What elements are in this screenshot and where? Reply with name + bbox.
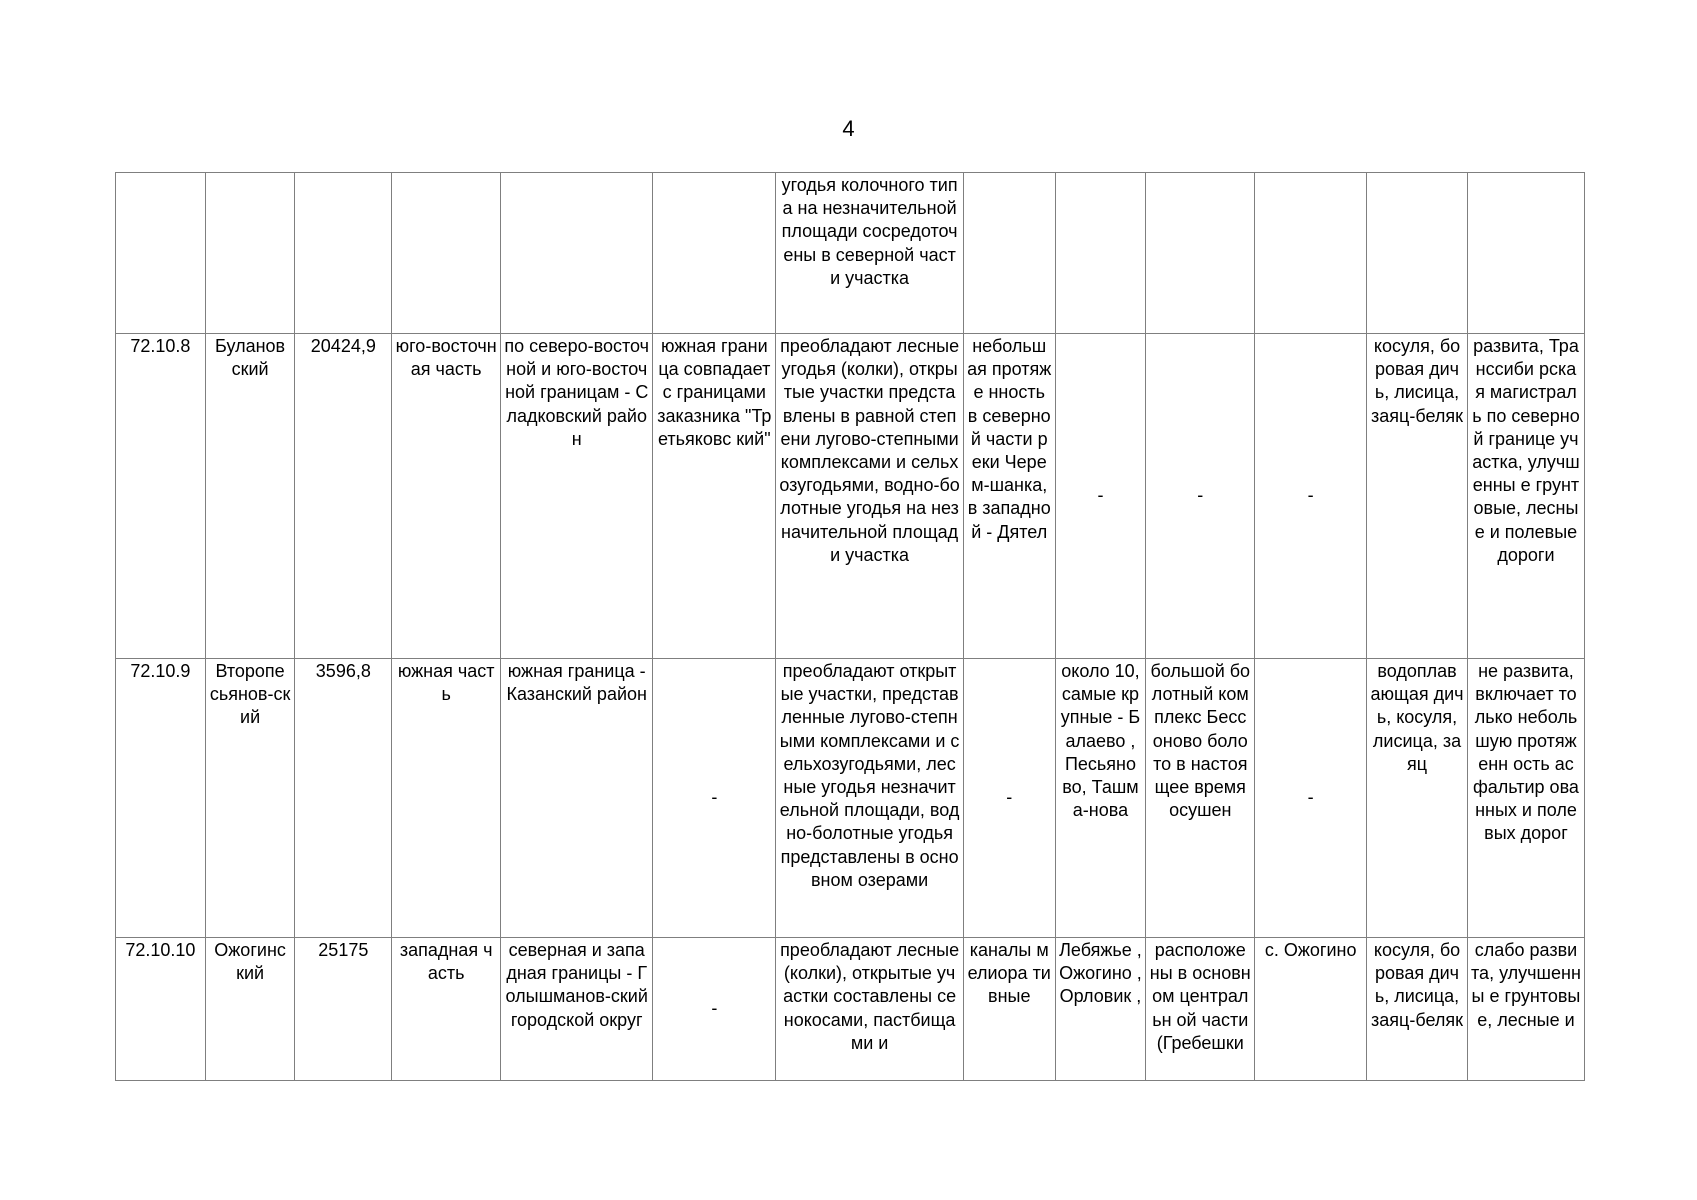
- cell-protected-areas: -: [653, 659, 776, 938]
- cell-protected-areas: [653, 173, 776, 334]
- cell-settlements: [1255, 173, 1367, 334]
- cell-land-types: преобладают открытые участки, представленные лугово-степными комплексами и сельхозугодьями, лесные угодья незначительной площади, водно-болотные угодья представлены в основном озерами: [776, 659, 964, 938]
- cell-lakes: Лебяжье , Ожогино , Орловик ,: [1055, 938, 1146, 1081]
- cell-roads: [1467, 173, 1584, 334]
- cell-location: южная часть: [392, 659, 501, 938]
- cell-area: 3596,8: [295, 659, 392, 938]
- cell-rivers: небольш ая протяже нность в северно й части реки Черем-шанка, в западно й - Дятел: [963, 334, 1055, 659]
- cell-code: 72.10.9: [116, 659, 206, 938]
- cell-swamps: расположе ны в основном центральн ой части (Гребешки: [1146, 938, 1255, 1081]
- cell-area: [295, 173, 392, 334]
- cell-lakes: -: [1055, 334, 1146, 659]
- cell-swamps: [1146, 173, 1255, 334]
- cell-roads: развита, Транссиби рская магистраль по северной границе участка, улучшенны е грунтовые, лесные и полевые дороги: [1467, 334, 1584, 659]
- cell-roads: не развита, включает только небольшую протяженн ость асфальтир ованных и полевых дорог: [1467, 659, 1584, 938]
- cell-swamps: -: [1146, 334, 1255, 659]
- cell-name: Второпе сьянов-ский: [205, 659, 295, 938]
- cell-game-species: водоплав ающая дичь, косуля, лисица, заяц: [1367, 659, 1468, 938]
- cell-lakes: [1055, 173, 1146, 334]
- cell-rivers: -: [963, 659, 1055, 938]
- table-row: [116, 334, 1585, 659]
- cell-game-species: косуля, боровая дичь, лисица, заяц-беляк: [1367, 938, 1468, 1081]
- cell-location: [392, 173, 501, 334]
- cell-name: Ожогинс кий: [205, 938, 295, 1081]
- cell-lakes: около 10, самые крупные - Балаево , Песьяно во, Ташма-нова: [1055, 659, 1146, 938]
- cell-protected-areas: южная граница совпадает с границами заказника "Третьяковс кий": [653, 334, 776, 659]
- cell-land-types: угодья колочного типа на незначительной площади сосредоточены в северной части участка: [776, 173, 964, 334]
- cell-borders: южная граница - Казанский район: [501, 659, 653, 938]
- cell-borders: северная и западная границы - Голышманов-ский городской округ: [501, 938, 653, 1081]
- cell-area: 20424,9: [295, 334, 392, 659]
- cell-code: 72.10.10: [116, 938, 206, 1081]
- cell-name: [205, 173, 295, 334]
- table-row: [116, 173, 1585, 334]
- page-number: 4: [842, 116, 855, 141]
- cell-land-types: преобладают лесные (колки), открытые участки составлены сенокосами, пастбищами и: [776, 938, 964, 1081]
- cell-location: юго-восточная часть: [392, 334, 501, 659]
- cell-area: 25175: [295, 938, 392, 1081]
- cell-game-species: косуля, боровая дичь, лисица, заяц-беляк: [1367, 334, 1468, 659]
- table-row: [116, 938, 1585, 1081]
- cell-land-types: преобладают лесные угодья (колки), открытые участки представлены в равной степени лугово-степными комплексами и сельхозугодьями, водно-болотные угодья на незначительной площади участка: [776, 334, 964, 659]
- cell-rivers: [963, 173, 1055, 334]
- cell-code: [116, 173, 206, 334]
- cell-settlements: -: [1255, 334, 1367, 659]
- cell-code: 72.10.8: [116, 334, 206, 659]
- cell-location: западная часть: [392, 938, 501, 1081]
- cell-roads: слабо развита, улучшенны е грунтовые, лесные и: [1467, 938, 1584, 1081]
- table-row: [116, 659, 1585, 938]
- cell-game-species: [1367, 173, 1468, 334]
- hunting-grounds-table: [115, 172, 1585, 1081]
- cell-settlements: с. Ожогино: [1255, 938, 1367, 1081]
- cell-borders: по северо-восточной и юго-восточной границам - Сладковский район: [501, 334, 653, 659]
- cell-protected-areas: -: [653, 938, 776, 1081]
- cell-borders: [501, 173, 653, 334]
- cell-name: Буланов ский: [205, 334, 295, 659]
- cell-settlements: -: [1255, 659, 1367, 938]
- cell-rivers: каналы мелиора тивные: [963, 938, 1055, 1081]
- cell-swamps: большой болотный комплекс Бессоново болото в настоящее время осушен: [1146, 659, 1255, 938]
